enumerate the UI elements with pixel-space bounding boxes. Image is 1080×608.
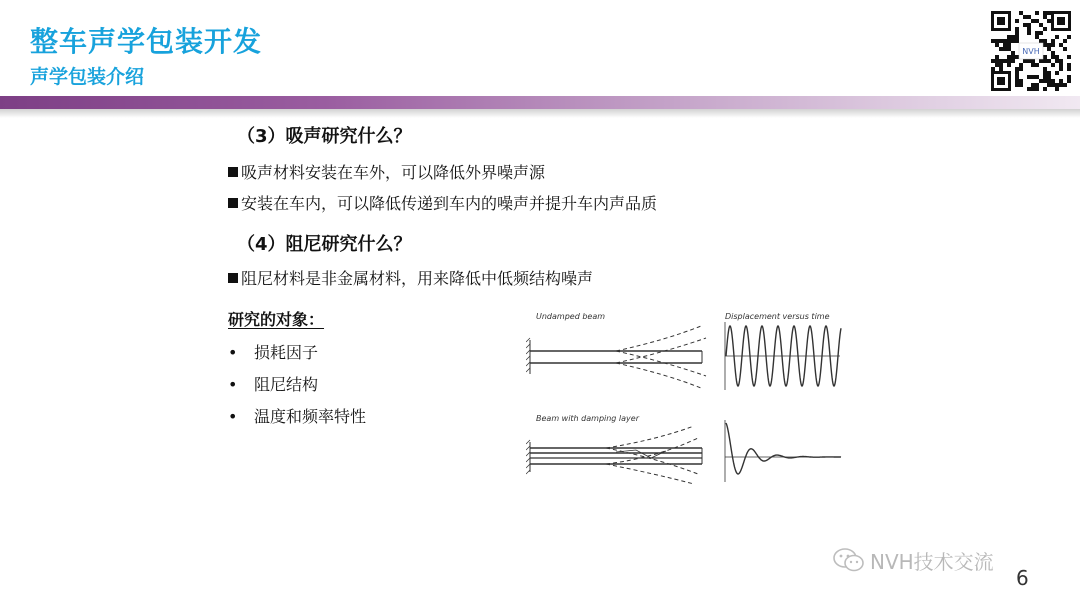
objects-item-2: • 阻尼结构: [228, 375, 319, 394]
section4-heading: （4）阻尼研究什么？: [237, 234, 412, 255]
page-number: 6: [1016, 566, 1029, 590]
wechat-watermark: [832, 545, 994, 575]
displacement-label: Displacement versus time: [725, 312, 830, 321]
damped-beam-label: Beam with damping layer: [536, 414, 639, 423]
qr-code-icon: [990, 10, 1072, 92]
wechat-icon: [832, 546, 866, 574]
damping-figure: [526, 308, 846, 488]
objects-item-3: • 温度和频率特性: [228, 407, 367, 426]
square-bullet-icon: [228, 167, 238, 177]
undamped-beam-label: Undamped beam: [536, 312, 606, 321]
section4-bullet-1: 阻尼材料是非金属材料，用来降低中低频结构噪声: [228, 266, 593, 289]
page-subtitle: 声学包装介绍: [30, 66, 145, 88]
section3-heading: （3）吸声研究什么？: [237, 126, 412, 147]
section3-bullet-2: 安装在车内，可以降低传递到车内的噪声并提升车内声品质: [228, 191, 657, 214]
qr-badge: NVH: [1022, 47, 1040, 56]
damped-beam-diagram: [526, 426, 702, 484]
objects-item-1: • 损耗因子: [228, 343, 319, 362]
square-bullet-icon: [228, 198, 238, 208]
page-title: 整车声学包装开发: [30, 25, 263, 58]
objects-title: 研究的对象：: [228, 310, 325, 329]
header-band: [0, 96, 1080, 109]
section3-bullet-1: 吸声材料安装在车外，可以降低外界噪声源: [228, 160, 545, 183]
square-bullet-icon: [228, 273, 238, 283]
undamped-beam-diagram: [526, 326, 706, 388]
watermark-text: NVH技术交流: [870, 549, 994, 574]
undamped-response-plot: [725, 322, 841, 390]
damped-response-plot: [725, 420, 841, 482]
